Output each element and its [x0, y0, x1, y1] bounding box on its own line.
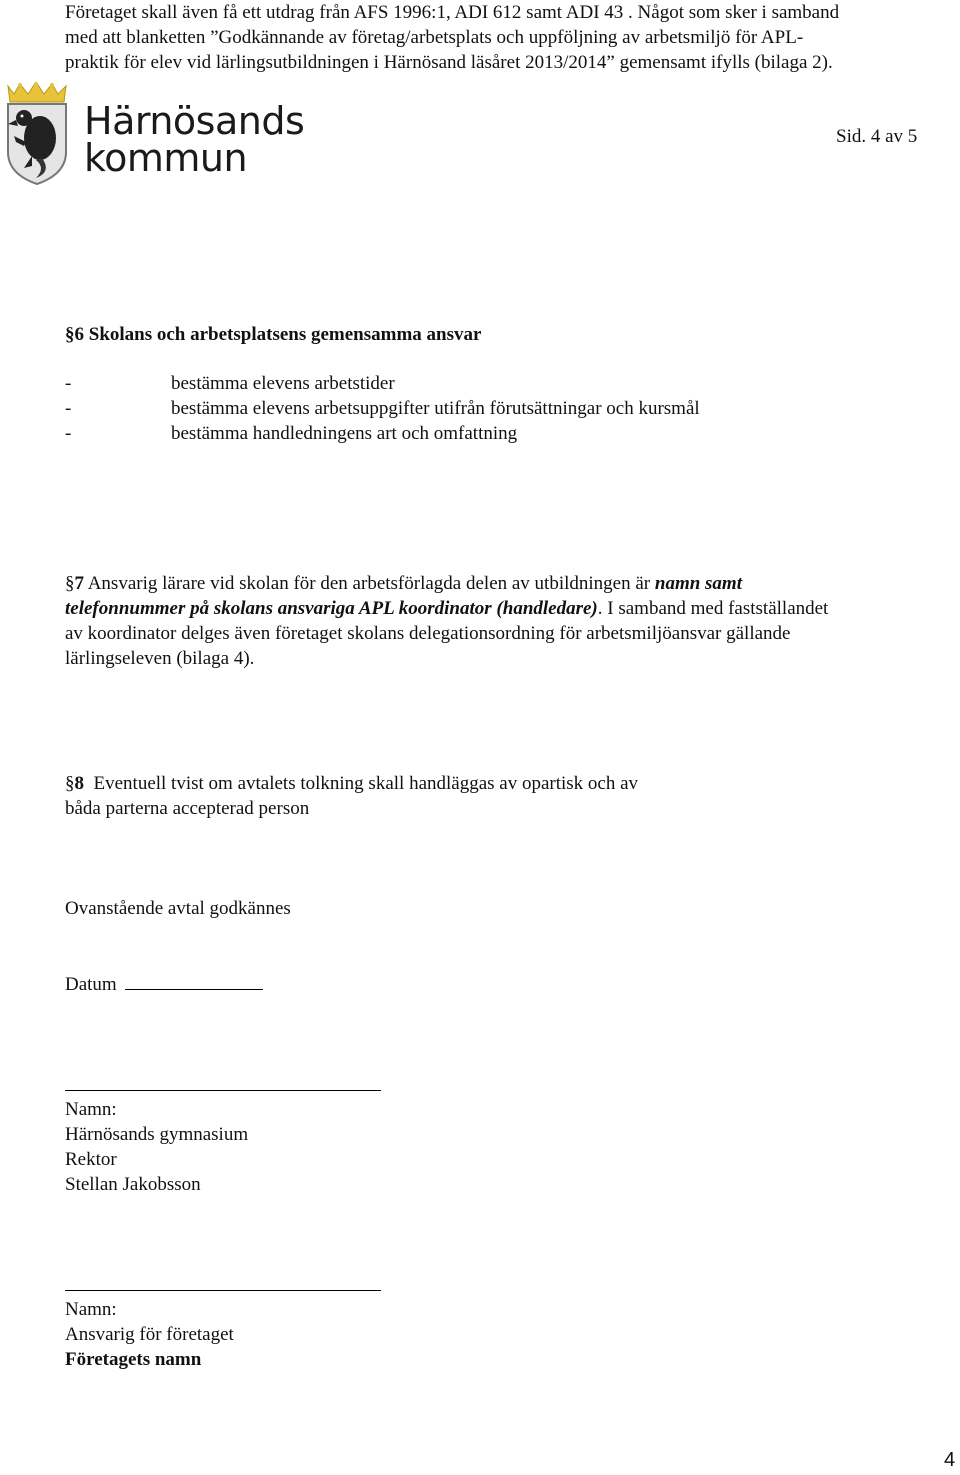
date-label: Datum: [65, 974, 117, 995]
date-signature-line[interactable]: [125, 971, 263, 990]
list-item: - bestämma elevens arbetstider: [65, 373, 395, 394]
coordinator-placeholder: telefonnummer på skolans ansvariga APL koordinator (handledare): [65, 598, 598, 619]
school-name: Härnösands gymnasium: [65, 1124, 249, 1145]
coordinator-placeholder: namn samt: [654, 573, 742, 594]
page-number: 4: [944, 1449, 956, 1471]
company-name: Företagets namn: [65, 1349, 202, 1370]
signature-block-company: [65, 1297, 234, 1372]
coat-of-arms-icon: [2, 82, 72, 186]
municipality-wordmark: [84, 99, 305, 180]
page-indicator: [836, 124, 917, 149]
list-item: - bestämma elevens arbetsuppgifter utifrån förutsättningar och kursmål: [65, 398, 700, 419]
intro-line: praktik för elev vid lärlingsutbildningen i Härnösand läsåret 2013/2014” gemensamt ifylls (bilaga 2).: [65, 52, 833, 73]
section-8-paragraph: §8 Eventuell tvist om avtalets tolkning skall handläggas av opartisk och av båda parterna accepterad person: [65, 773, 639, 819]
name-label: Namn:: [65, 1299, 117, 1320]
section-8-number: 8: [74, 773, 84, 794]
page-indicator-value: 4 av 5: [870, 126, 918, 147]
page-indicator-label: Sid.: [836, 126, 867, 147]
intro-paragraph: [65, 0, 960, 75]
section-7-paragraph: §7 Ansvarig lärare vid skolan för den arbetsförlagda delen av utbildningen är namn samt telefonnummer på skolans ansvariga APL koordinator (handledare). I samband med fastställandet av koordinator delges även företaget skolans delegationsordning för arbetsmiljöansvar gällande lärlingseleven (bilaga 4).: [65, 573, 829, 669]
signer-role: Rektor: [65, 1149, 117, 1170]
intro-line: med att blanketten ”Godkännande av företag/arbetsplats och uppföljning av arbetsmiljö för APL-: [65, 27, 804, 48]
wordmark-line-1: Härnösands: [84, 99, 305, 143]
date-field: [65, 971, 263, 997]
intro-line: Företaget skall även få ett utdrag från AFS 1996:1, ADI 612 samt ADI 43 . Något som sker i samband: [65, 2, 840, 23]
approval-statement: Ovanstående avtal godkännes: [65, 898, 291, 919]
signer-name: Stellan Jakobsson: [65, 1174, 201, 1195]
signature-block-school: [65, 1097, 248, 1197]
wordmark-line-2: kommun: [84, 136, 248, 180]
section-7-number: 7: [74, 573, 84, 594]
signature-line-company[interactable]: [65, 1290, 381, 1291]
section-6-list: [65, 371, 700, 446]
signer-role: Ansvarig för företaget: [65, 1324, 234, 1345]
section-6-heading: §6 Skolans och arbetsplatsens gemensamma ansvar: [65, 324, 482, 345]
name-label: Namn:: [65, 1099, 117, 1120]
signature-line-school[interactable]: [65, 1090, 381, 1091]
list-item: - bestämma handledningens art och omfattning: [65, 423, 518, 444]
